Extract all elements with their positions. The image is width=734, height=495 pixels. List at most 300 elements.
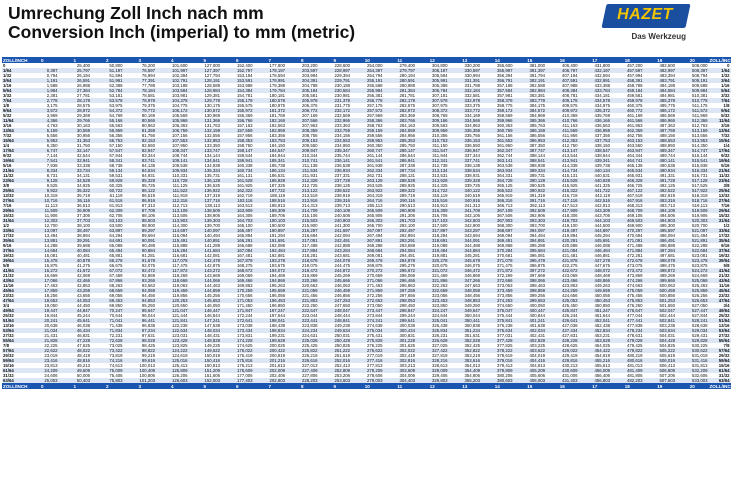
table-cell: 194,469 bbox=[269, 273, 285, 278]
table-cell: 406,003 bbox=[514, 378, 547, 383]
table-cell: 531,019 bbox=[691, 353, 708, 358]
table-cell: 34,131 bbox=[76, 173, 90, 178]
table-cell: 101,600 bbox=[171, 63, 188, 68]
table-cell: 186,928 bbox=[254, 178, 287, 183]
row-label-right: 31/32 bbox=[718, 373, 730, 378]
table-cell: 5,953 bbox=[26, 138, 59, 143]
header-column-header: 19 bbox=[644, 57, 677, 63]
table-cell: 322,263 bbox=[431, 283, 448, 288]
row-label-right: 11/16 bbox=[718, 283, 730, 288]
table-cell: 252,809 bbox=[319, 368, 352, 373]
table-cell: 260,747 bbox=[351, 148, 384, 153]
table-cell: 113,903 bbox=[156, 218, 189, 223]
table-cell: 431,800 bbox=[594, 63, 610, 68]
table-cell: 42,466 bbox=[59, 278, 92, 283]
table-cell: 227,409 bbox=[286, 368, 319, 373]
table-cell: 186,531 bbox=[269, 173, 285, 178]
table-cell: 332,581 bbox=[464, 93, 480, 98]
table-cell: 230,188 bbox=[334, 83, 350, 88]
row-label-left: 9/32 bbox=[3, 153, 12, 158]
table-cell: 419,100 bbox=[561, 223, 578, 228]
table-cell: 348,059 bbox=[449, 288, 482, 293]
table-cell: 1,191 bbox=[26, 78, 59, 83]
table-cell: 215,900 bbox=[301, 223, 318, 228]
table-cell: 93,266 bbox=[124, 278, 157, 283]
row-label-left: 23/32 bbox=[3, 293, 14, 298]
table-cell: 227,806 bbox=[301, 373, 318, 378]
table-cell: 344,488 bbox=[464, 243, 480, 248]
table-cell: 388,541 bbox=[514, 158, 547, 163]
table-cell: 351,234 bbox=[449, 328, 482, 333]
table-cell: 182,959 bbox=[254, 128, 287, 133]
table-cell: 217,884 bbox=[286, 248, 319, 253]
table-cell: 154,781 bbox=[236, 93, 253, 98]
table-cell: 327,422 bbox=[416, 348, 449, 353]
table-cell: 533,003 bbox=[676, 378, 709, 383]
table-cell: 121,047 bbox=[156, 308, 189, 313]
table-cell: 30,163 bbox=[76, 123, 90, 128]
footer-column-header: 0 bbox=[26, 383, 59, 389]
table-cell: 295,275 bbox=[399, 263, 415, 268]
row-label-right: 5/16 bbox=[721, 163, 730, 168]
table-cell: 389,731 bbox=[529, 173, 545, 178]
table-cell: 509,984 bbox=[676, 88, 709, 93]
table-cell: 465,138 bbox=[626, 163, 643, 168]
table-cell: 119,856 bbox=[172, 293, 188, 298]
row-label-right: 1/2 bbox=[723, 223, 730, 228]
table-cell: 341,709 bbox=[449, 208, 482, 213]
table-cell: 532,209 bbox=[676, 368, 709, 373]
table-cell: 7,938 bbox=[46, 163, 58, 168]
table-cell: 147,638 bbox=[204, 323, 220, 328]
row-label-right: 23/32 bbox=[718, 293, 730, 298]
table-cell: 67,469 bbox=[109, 273, 123, 278]
table-cell: 110,331 bbox=[172, 173, 188, 178]
table-cell: 284,163 bbox=[399, 123, 415, 128]
row-label-left: 3/8 bbox=[3, 183, 9, 188]
table-cell: 67,866 bbox=[91, 278, 124, 283]
table-cell: 496,491 bbox=[644, 238, 677, 243]
table-cell: 286,147 bbox=[384, 148, 417, 153]
table-cell: 262,731 bbox=[366, 173, 383, 178]
table-cell: 495,300 bbox=[659, 223, 675, 228]
table-cell: 279,003 bbox=[351, 378, 384, 383]
table-cell: 279,797 bbox=[384, 68, 417, 73]
table-cell: 212,725 bbox=[301, 183, 318, 188]
table-cell: 272,256 bbox=[366, 293, 383, 298]
table-cell: 59,134 bbox=[91, 168, 124, 173]
table-cell: 97,234 bbox=[124, 328, 157, 333]
footer-column-header: 9 bbox=[319, 383, 352, 389]
table-cell: 249,238 bbox=[334, 323, 350, 328]
table-cell: 320,675 bbox=[431, 263, 448, 268]
table-cell: 384,175 bbox=[529, 103, 545, 108]
table-cell: 96,044 bbox=[141, 313, 155, 318]
table-cell: 490,934 bbox=[644, 168, 677, 173]
table-cell: 470,694 bbox=[626, 233, 643, 238]
table-cell: 180,975 bbox=[269, 103, 285, 108]
table-cell: 323,453 bbox=[416, 298, 449, 303]
row-label-left: 9/64 bbox=[2, 108, 26, 113]
table-cell: 217,091 bbox=[286, 238, 319, 243]
table-cell: 486,569 bbox=[659, 113, 675, 118]
table-cell: 144,463 bbox=[204, 283, 220, 288]
table-cell: 102,394 bbox=[171, 73, 188, 78]
table-cell: 79,772 bbox=[124, 108, 157, 113]
table-cell: 385,366 bbox=[514, 118, 547, 123]
table-cell: 471,488 bbox=[626, 243, 643, 248]
table-cell: 306,388 bbox=[431, 83, 448, 88]
table-cell: 164,703 bbox=[221, 218, 254, 223]
table-cell: 168,672 bbox=[221, 268, 254, 273]
table-cell: 78,978 bbox=[124, 98, 157, 103]
row-label-right: 7/64 bbox=[709, 98, 731, 103]
row-label-left: 3/32 bbox=[3, 93, 12, 98]
table-cell: 445,691 bbox=[579, 238, 612, 243]
table-cell: 111,919 bbox=[172, 193, 188, 198]
table-cell: 57,150 bbox=[109, 143, 123, 148]
table-cell: 394,891 bbox=[514, 238, 547, 243]
row-label-left: 25/64 bbox=[2, 188, 26, 193]
table-cell: 54,769 bbox=[109, 113, 123, 118]
table-cell: 225,028 bbox=[286, 338, 319, 343]
table-cell: 273,050 bbox=[366, 303, 383, 308]
table-cell: 78,184 bbox=[124, 88, 157, 93]
table-cell: 324,247 bbox=[416, 308, 449, 313]
row-label-right: 15/32 bbox=[718, 213, 730, 218]
table-cell: 476,647 bbox=[611, 308, 644, 313]
table-cell: 365,125 bbox=[496, 183, 513, 188]
table-cell: 494,109 bbox=[644, 208, 677, 213]
table-cell: 166,688 bbox=[236, 243, 253, 248]
table-cell: 256,381 bbox=[366, 93, 383, 98]
table-cell: 146,447 bbox=[189, 308, 222, 313]
table-cell: 219,869 bbox=[301, 273, 318, 278]
table-cell: 191,691 bbox=[254, 238, 287, 243]
table-cell: 282,972 bbox=[384, 108, 417, 113]
table-cell: 257,969 bbox=[366, 113, 383, 118]
table-cell: 103,981 bbox=[171, 93, 188, 98]
table-cell: 150,019 bbox=[204, 353, 220, 358]
table-cell: 419,497 bbox=[546, 228, 579, 233]
table-cell: 509,588 bbox=[691, 83, 708, 88]
table-cell: 413,544 bbox=[561, 153, 578, 158]
row-label-right: 17/64 bbox=[709, 148, 731, 153]
table-cell: 208,756 bbox=[301, 133, 318, 138]
table-cell: 449,659 bbox=[579, 288, 612, 293]
table-cell: 513,556 bbox=[691, 133, 708, 138]
table-cell: 319,881 bbox=[431, 253, 448, 258]
table-cell: 185,341 bbox=[254, 158, 287, 163]
table-cell: 90,488 bbox=[141, 243, 155, 248]
table-cell: 12,700 bbox=[44, 223, 58, 228]
table-cell: 514,747 bbox=[676, 148, 709, 153]
table-cell: 38,497 bbox=[59, 228, 92, 233]
row-label-left: 27/32 bbox=[3, 333, 14, 338]
table-cell: 330,597 bbox=[449, 68, 482, 73]
table-cell: 261,938 bbox=[366, 163, 383, 168]
header-column-header: 15 bbox=[514, 57, 547, 63]
table-cell: 85,328 bbox=[124, 178, 157, 183]
table-cell: 493,316 bbox=[644, 198, 677, 203]
table-cell: 123,031 bbox=[171, 333, 188, 338]
table-cell: 174,228 bbox=[221, 338, 254, 343]
table-cell: 455,613 bbox=[594, 363, 610, 368]
table-cell: 88,900 bbox=[141, 223, 155, 228]
table-cell: 76,597 bbox=[124, 68, 157, 73]
table-cell: 352,822 bbox=[449, 348, 482, 353]
table-cell: 237,728 bbox=[319, 178, 352, 183]
table-cell: 267,494 bbox=[366, 233, 383, 238]
table-cell: 117,872 bbox=[156, 268, 189, 273]
table-cell: 481,806 bbox=[626, 373, 643, 378]
table-cell: 347,266 bbox=[449, 278, 482, 283]
table-cell: 115,491 bbox=[156, 238, 189, 243]
table-cell: 59,531 bbox=[109, 173, 123, 178]
table-cell: 73,819 bbox=[109, 353, 123, 358]
table-cell: 43,656 bbox=[76, 293, 90, 298]
table-cell: 268,288 bbox=[366, 243, 383, 248]
table-cell: 271,066 bbox=[351, 278, 384, 283]
table-cell: 59,928 bbox=[91, 178, 124, 183]
table-cell: 46,038 bbox=[76, 323, 90, 328]
table-cell: 336,153 bbox=[449, 138, 482, 143]
table-cell: 364,728 bbox=[481, 178, 514, 183]
table-cell: 114,697 bbox=[156, 228, 189, 233]
table-cell: 31,353 bbox=[59, 138, 92, 143]
table-cell: 387,350 bbox=[529, 143, 545, 148]
table-cell: 348,456 bbox=[464, 293, 480, 298]
table-cell: 349,250 bbox=[464, 303, 480, 308]
table-cell: 136,922 bbox=[189, 188, 222, 193]
table-cell: 142,875 bbox=[204, 263, 220, 268]
table-cell: 248,444 bbox=[334, 313, 350, 318]
table-cell: 265,509 bbox=[351, 208, 384, 213]
row-label-right: 27/64 bbox=[709, 198, 731, 203]
table-cell: 223,838 bbox=[301, 323, 318, 328]
table-cell: 497,284 bbox=[644, 248, 677, 253]
table-cell: 306,784 bbox=[416, 88, 449, 93]
table-cell: 355,997 bbox=[481, 68, 514, 73]
table-cell: 315,119 bbox=[432, 193, 448, 198]
table-cell: 338,534 bbox=[449, 168, 482, 173]
table-cell: 509,191 bbox=[676, 78, 709, 83]
table-cell: 160,734 bbox=[221, 168, 254, 173]
table-cell: 373,063 bbox=[496, 283, 513, 288]
table-cell: 133,350 bbox=[204, 143, 220, 148]
table-cell: 485,775 bbox=[659, 103, 675, 108]
table-cell: 403,225 bbox=[529, 343, 545, 348]
table-cell: 532,606 bbox=[691, 373, 708, 378]
table-cell: 128,191 bbox=[189, 78, 222, 83]
table-cell: 123,825 bbox=[171, 343, 188, 348]
table-cell: 263,128 bbox=[351, 178, 384, 183]
table-cell: 353,616 bbox=[449, 358, 482, 363]
table-cell: 375,841 bbox=[481, 318, 514, 323]
table-cell: 245,269 bbox=[334, 273, 350, 278]
table-cell: 63,500 bbox=[109, 223, 123, 228]
table-cell: 519,509 bbox=[676, 208, 709, 213]
table-cell: 100,409 bbox=[124, 368, 157, 373]
table-cell: 292,100 bbox=[399, 223, 415, 228]
table-cell: 132,159 bbox=[189, 128, 222, 133]
table-cell: 328,216 bbox=[416, 358, 449, 363]
table-cell: 459,978 bbox=[611, 98, 644, 103]
table-cell: 484,584 bbox=[644, 88, 677, 93]
table-cell: 340,519 bbox=[464, 193, 480, 198]
table-cell: 239,713 bbox=[334, 203, 350, 208]
table-cell: 276,622 bbox=[351, 348, 384, 353]
table-cell: 496,888 bbox=[659, 243, 675, 248]
table-cell: 55,563 bbox=[109, 123, 123, 128]
table-cell: 329,406 bbox=[431, 373, 448, 378]
row-label-left: 39/64 bbox=[2, 258, 26, 263]
table-cell: 42,069 bbox=[76, 273, 90, 278]
table-cell: 461,963 bbox=[626, 123, 643, 128]
table-cell: 293,688 bbox=[399, 243, 415, 248]
table-cell: 51,594 bbox=[109, 73, 123, 78]
table-cell: 15,478 bbox=[26, 258, 59, 263]
table-cell: 368,300 bbox=[496, 223, 513, 228]
table-cell: 456,803 bbox=[579, 378, 612, 383]
table-cell: 282,178 bbox=[384, 98, 417, 103]
table-cell: 16,669 bbox=[44, 273, 58, 278]
table-cell: 179,784 bbox=[254, 88, 287, 93]
table-cell: 48,816 bbox=[59, 358, 92, 363]
table-cell: 507,206 bbox=[659, 373, 675, 378]
row-label-left: 7/8 bbox=[3, 343, 9, 348]
table-cell: 268,684 bbox=[351, 248, 384, 253]
header-column-header: 20 bbox=[676, 57, 709, 63]
table-cell: 226,219 bbox=[301, 353, 318, 358]
table-cell: 2,778 bbox=[26, 98, 59, 103]
table-cell: 441,722 bbox=[579, 188, 612, 193]
table-cell: 298,847 bbox=[384, 308, 417, 313]
row-label-left: 51/64 bbox=[2, 318, 26, 323]
table-cell: 261,144 bbox=[366, 153, 383, 158]
table-cell: 69,850 bbox=[109, 303, 123, 308]
table-cell: 205,184 bbox=[286, 88, 319, 93]
table-cell: 273,447 bbox=[351, 308, 384, 313]
table-cell: 92,472 bbox=[124, 268, 157, 273]
table-cell: 351,631 bbox=[464, 333, 480, 338]
table-cell: 479,028 bbox=[611, 338, 644, 343]
table-cell: 200,025 bbox=[269, 343, 285, 348]
table-cell: 329,009 bbox=[416, 368, 449, 373]
table-cell: 153,591 bbox=[221, 78, 254, 83]
table-cell: 243,681 bbox=[334, 253, 350, 258]
row-label-right: 53/64 bbox=[709, 328, 731, 333]
table-cell: 143,272 bbox=[189, 268, 222, 273]
table-cell: 408,781 bbox=[561, 93, 578, 98]
row-label-left: 3/4 bbox=[3, 303, 9, 308]
table-cell: 489,347 bbox=[644, 148, 677, 153]
table-cell: 530,622 bbox=[676, 348, 709, 353]
table-cell: 353,219 bbox=[464, 353, 480, 358]
table-cell: 41,275 bbox=[76, 263, 90, 268]
table-cell: 455,216 bbox=[579, 358, 612, 363]
table-cell: 249,634 bbox=[319, 328, 352, 333]
table-cell: 96,441 bbox=[124, 318, 157, 323]
table-cell: 493,713 bbox=[659, 203, 675, 208]
table-cell: 283,766 bbox=[384, 118, 417, 123]
table-cell: 278,209 bbox=[351, 368, 384, 373]
table-cell: 505,222 bbox=[644, 348, 677, 353]
table-cell: 381,794 bbox=[529, 73, 545, 78]
table-cell: 274,241 bbox=[351, 318, 384, 323]
table-cell: 487,363 bbox=[659, 123, 675, 128]
table-cell: 166,291 bbox=[221, 238, 254, 243]
table-cell: 466,725 bbox=[626, 183, 643, 188]
table-cell: 522,684 bbox=[676, 248, 709, 253]
table-cell: 521,097 bbox=[676, 228, 709, 233]
table-cell: 391,319 bbox=[529, 193, 545, 198]
row-label-right: 5/8 bbox=[723, 263, 730, 268]
table-cell: 296,466 bbox=[384, 278, 417, 283]
row-label-right: 9/64 bbox=[709, 108, 731, 113]
table-cell: 471,884 bbox=[611, 248, 644, 253]
row-label-left: 19/64 bbox=[2, 158, 26, 163]
table-cell: 442,913 bbox=[594, 203, 610, 208]
table-cell: 184,547 bbox=[254, 148, 287, 153]
table-cell: 294,084 bbox=[384, 248, 417, 253]
table-cell: 294,878 bbox=[384, 258, 417, 263]
row-label-left: 1/64 bbox=[2, 68, 26, 73]
table-cell: 167,878 bbox=[221, 258, 254, 263]
table-cell: 457,597 bbox=[611, 68, 644, 73]
table-cell: 425,847 bbox=[546, 308, 579, 313]
table-cell: 178,991 bbox=[254, 78, 287, 83]
table-cell: 373,856 bbox=[496, 293, 513, 298]
table-cell: 483,394 bbox=[659, 73, 675, 78]
table-cell: 290,909 bbox=[384, 208, 417, 213]
table-cell: 260,350 bbox=[366, 143, 383, 148]
table-cell: 332,184 bbox=[449, 88, 482, 93]
table-cell: 44,847 bbox=[59, 308, 92, 313]
row-label-right: 45/64 bbox=[709, 288, 731, 293]
table-cell: 327,025 bbox=[431, 343, 448, 348]
table-cell: 171,847 bbox=[221, 308, 254, 313]
table-cell: 83,344 bbox=[141, 153, 155, 158]
table-cell: 91,678 bbox=[124, 258, 157, 263]
table-cell: 250,428 bbox=[319, 338, 352, 343]
table-cell: 130,969 bbox=[204, 113, 220, 118]
row-label-right: 47/64 bbox=[709, 298, 731, 303]
table-cell: 230,981 bbox=[334, 93, 350, 98]
table-cell: 109,141 bbox=[156, 158, 189, 163]
table-cell: 325,834 bbox=[416, 328, 449, 333]
row-label-left: 15/16 bbox=[3, 363, 14, 368]
table-cell: 307,181 bbox=[431, 93, 448, 98]
table-cell: 301,625 bbox=[399, 343, 415, 348]
table-cell: 120,253 bbox=[156, 298, 189, 303]
table-cell: 13,097 bbox=[26, 228, 59, 233]
table-cell: 414,734 bbox=[546, 168, 579, 173]
table-cell: 398,859 bbox=[514, 288, 547, 293]
table-cell: 119,063 bbox=[172, 283, 188, 288]
table-cell: 49,609 bbox=[59, 368, 92, 373]
table-cell: 65,088 bbox=[109, 243, 123, 248]
table-cell: 214,313 bbox=[301, 203, 318, 208]
table-cell: 135,731 bbox=[204, 173, 220, 178]
table-cell: 362,744 bbox=[496, 153, 513, 158]
table-cell: 490,141 bbox=[644, 158, 677, 163]
table-cell: 333,375 bbox=[464, 103, 480, 108]
table-cell: 189,706 bbox=[269, 213, 285, 218]
table-cell: 280,194 bbox=[399, 73, 415, 78]
table-cell: 423,863 bbox=[561, 283, 578, 288]
row-label-right: 63/64 bbox=[709, 378, 731, 383]
